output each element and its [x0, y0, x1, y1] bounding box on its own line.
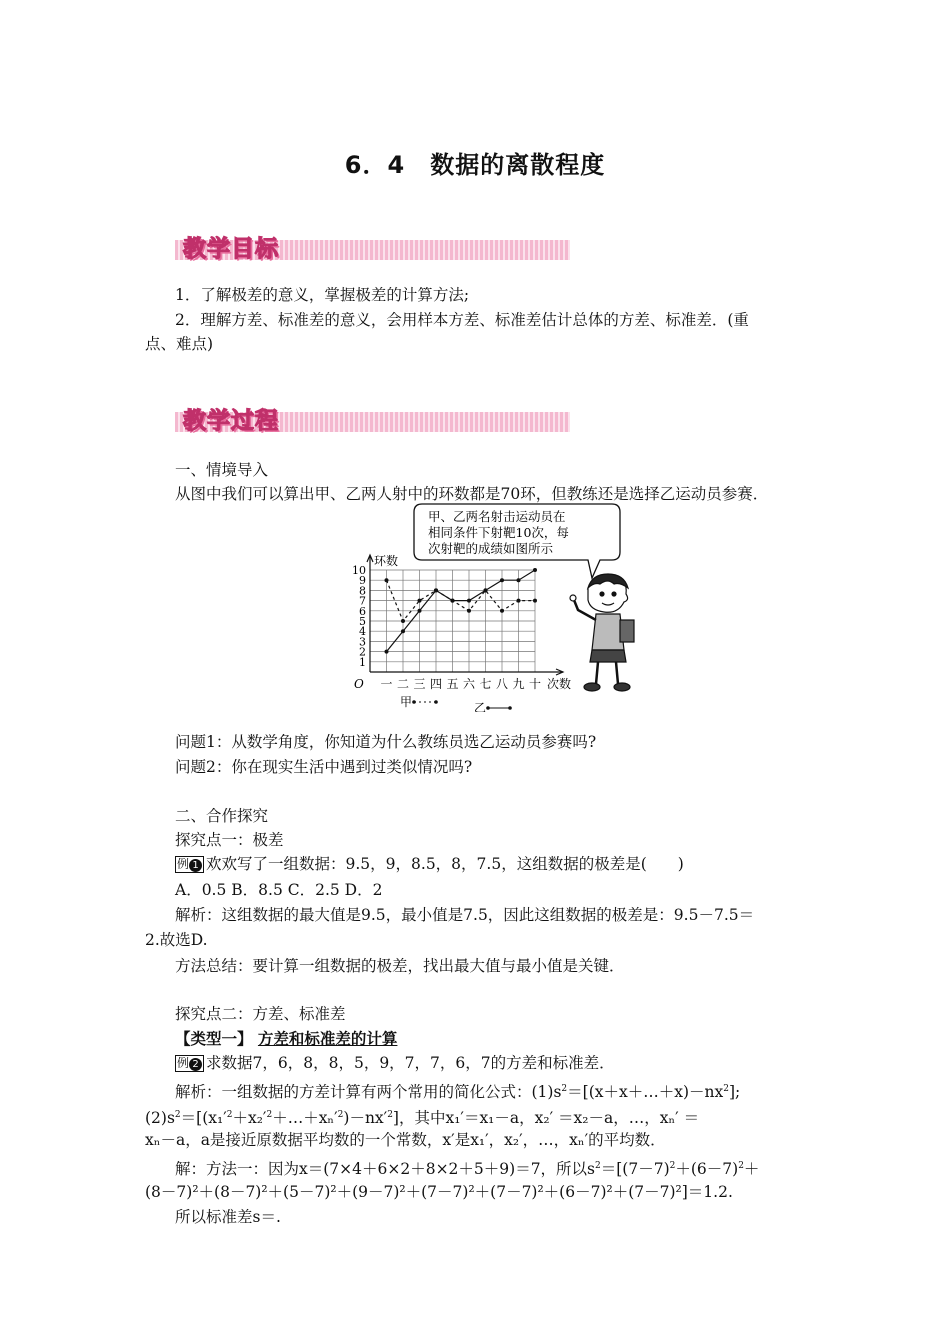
intro-text: 从图中我们可以算出甲、乙两人射中的环数都是70环，但教练还是选择乙运动员参赛． [175, 485, 769, 503]
intro-heading: 一、情境导入 [175, 461, 269, 479]
banner-label: 教学目标 [183, 236, 279, 262]
x-tick-label: 二 [396, 677, 410, 691]
y-tick-label: 1 [359, 655, 366, 669]
legend-marker [486, 706, 490, 710]
superscript: 2 [226, 1110, 233, 1120]
x-tick-label: 一 [380, 677, 393, 691]
y-axis-label: 环数 [374, 554, 399, 568]
data-point-乙 [418, 609, 422, 613]
data-point-乙 [500, 578, 504, 582]
data-point-乙 [385, 650, 389, 654]
goal-1: 1．了解极差的意义，掌握极差的计算方法; [175, 286, 470, 304]
bubble-line-2: 相同条件下射靶10次，每 [428, 525, 569, 540]
solution-part: ＋ [743, 1160, 760, 1179]
question-1: 问题1：从数学角度，你知道为什么教练员选乙运动员参赛吗? [175, 733, 597, 751]
analysis-part: 解析：一组数据的方差计算有两个常用的简化公式：(1)s [175, 1083, 562, 1102]
data-point-甲 [418, 599, 422, 603]
legend-label: 甲 [400, 695, 413, 709]
data-point-甲 [500, 609, 504, 613]
analysis-part: ＝[(x₁′ [180, 1109, 227, 1128]
y-tick-label: 7 [359, 594, 366, 608]
data-point-甲 [467, 609, 471, 613]
superscript: 2 [337, 1110, 344, 1120]
section-banner-goals [175, 230, 570, 268]
x-tick-label: 六 [462, 677, 476, 691]
solution-part: ＋(6－7) [675, 1160, 739, 1179]
analysis-part: ＝[(x＋x＋…＋x)－nx [567, 1083, 724, 1102]
boy-illustration [570, 574, 634, 691]
example-1-analysis-line1: 解析：这组数据的最大值是9.5，最小值是7.5，因此这组数据的极差是：9.5－7.5＝ [175, 906, 755, 924]
data-point-乙 [451, 599, 455, 603]
chart-labels [352, 553, 571, 712]
example-1-options: A．0.5 B．8.5 C．2.5 D．2 [175, 881, 383, 899]
analysis-part: ]，其中x₁′＝x₁－a，x₂′ ＝x₂－a，…，xₙ′ ＝ [392, 1109, 700, 1128]
superscript: 2 [738, 1161, 744, 1171]
data-point-乙 [401, 629, 405, 633]
superscript: 2 [266, 1110, 273, 1120]
solution-line3: 所以标准差s＝. [175, 1208, 281, 1226]
y-tick-label: 10 [352, 564, 366, 577]
data-point-乙 [467, 599, 471, 603]
legend-marker [508, 706, 512, 710]
explore-point-2: 探究点二：方差、标准差 [175, 1005, 346, 1023]
y-tick-label: 8 [359, 584, 366, 598]
banner-label: 教学过程 [183, 408, 279, 434]
goal-2-line2: 点、难点) [145, 335, 214, 353]
y-tick-label: 3 [359, 635, 366, 649]
example-tag [175, 856, 204, 873]
shooting-chart [330, 500, 650, 712]
example-2-text: 求数据7，6，8，8，5，9，7，7，6，7的方差和标准差． [206, 1054, 615, 1072]
data-point-甲 [401, 619, 405, 623]
page-title: 6．4 数据的离散程度 [344, 151, 606, 179]
data-point-乙 [533, 568, 537, 572]
bubble-line-1: 甲、乙两名射击运动员在 [428, 509, 566, 524]
data-point-乙 [434, 588, 438, 592]
section-banner-process [175, 402, 570, 440]
chart-grid [370, 570, 535, 672]
superscript: 2 [174, 1110, 181, 1120]
y-tick-label: 5 [359, 615, 366, 628]
x-tick-label: 四 [429, 677, 443, 691]
analysis-part: ＋…＋xₙ′ [272, 1109, 338, 1128]
legend-label: 乙 [474, 701, 487, 712]
data-point-乙 [484, 588, 488, 592]
x-tick-label: 三 [413, 677, 426, 691]
solution-line1 [175, 1154, 759, 1181]
superscript: 2 [595, 1161, 601, 1171]
y-tick-label: 4 [359, 625, 366, 639]
data-point-甲 [533, 599, 537, 603]
x-tick-label: 七 [479, 677, 492, 691]
superscript: 2 [723, 1084, 729, 1094]
example-tag-label: 例 [177, 857, 190, 871]
data-point-甲 [517, 599, 521, 603]
explore-heading: 二、合作探究 [175, 807, 269, 825]
x-axis-label: 次数 [547, 677, 572, 691]
solution-part: ＝[(7－7) [600, 1160, 670, 1179]
x-tick-label: 九 [512, 677, 525, 691]
example-2 [175, 1051, 615, 1075]
example-2-analysis-line1 [175, 1077, 740, 1104]
question-2: 问题2：你在现实生活中遇到过类似情况吗? [175, 758, 473, 776]
goal-2-line1: 2．理解方差、标准差的意义，会用样本方差、标准差估计总体的方差、标准差．(重 [175, 311, 749, 329]
example-1-text: 欢欢写了一组数据：9.5，9，8.5，8，7.5，这组数据的极差是( ) [206, 855, 684, 873]
origin-label: O [354, 677, 364, 691]
data-point-乙 [517, 578, 521, 582]
x-tick-label: 十 [528, 677, 542, 691]
analysis-part: (2)s [145, 1109, 175, 1128]
example-2-analysis-line2 [145, 1103, 699, 1130]
solution-line2: (8－7)²＋(8－7)²＋(5－7)²＋(9－7)²＋(7－7)²＋(7－7)²＋(6－7)²＋(7－7)²]＝1.2. [145, 1183, 733, 1201]
y-tick-label: 2 [359, 645, 366, 659]
analysis-part: ＋x₂′ [232, 1109, 267, 1128]
chart-axes [367, 555, 563, 675]
superscript: 2 [669, 1161, 676, 1171]
example-tag [175, 1055, 204, 1072]
example-2-analysis-line3: xₙ－a，a是接近原数据平均数的一个常数，x′是x₁′，x₂′，…，xₙ′的平均数． [145, 1131, 666, 1149]
type-1-title: 方差和标准差的计算 [257, 1030, 398, 1048]
type-1-bracket: 【类型一】 [175, 1030, 253, 1048]
superscript: 2 [387, 1110, 393, 1120]
bubble-line-3: 次射靶的成绩如图所示 [428, 541, 554, 556]
x-tick-label: 五 [446, 677, 459, 691]
example-tag-label: 例 [177, 1056, 190, 1070]
y-tick-label: 9 [359, 574, 366, 588]
x-tick-label: 八 [495, 677, 509, 691]
example-1-summary: 方法总结：要计算一组数据的极差，找出最大值与最小值是关键． [175, 957, 625, 975]
superscript: 2 [561, 1084, 568, 1094]
solution-part: 解：方法一：因为x＝(7×4＋6×2＋8×2＋5＋9)＝7，所以s [175, 1160, 596, 1179]
data-point-甲 [385, 578, 389, 582]
legend-marker [412, 700, 416, 704]
example-1 [175, 852, 684, 876]
explore-point-1: 探究点一：极差 [175, 831, 284, 849]
analysis-part: ]; [728, 1083, 741, 1102]
example-1-analysis-line2: 2.故选D. [145, 931, 208, 949]
analysis-part: )－nx′ [343, 1109, 388, 1128]
example-number: 2 [189, 1058, 202, 1071]
example-number: 1 [189, 859, 202, 872]
y-tick-label: 6 [359, 604, 366, 618]
legend-marker [434, 700, 438, 704]
type-1-heading [175, 1027, 397, 1051]
